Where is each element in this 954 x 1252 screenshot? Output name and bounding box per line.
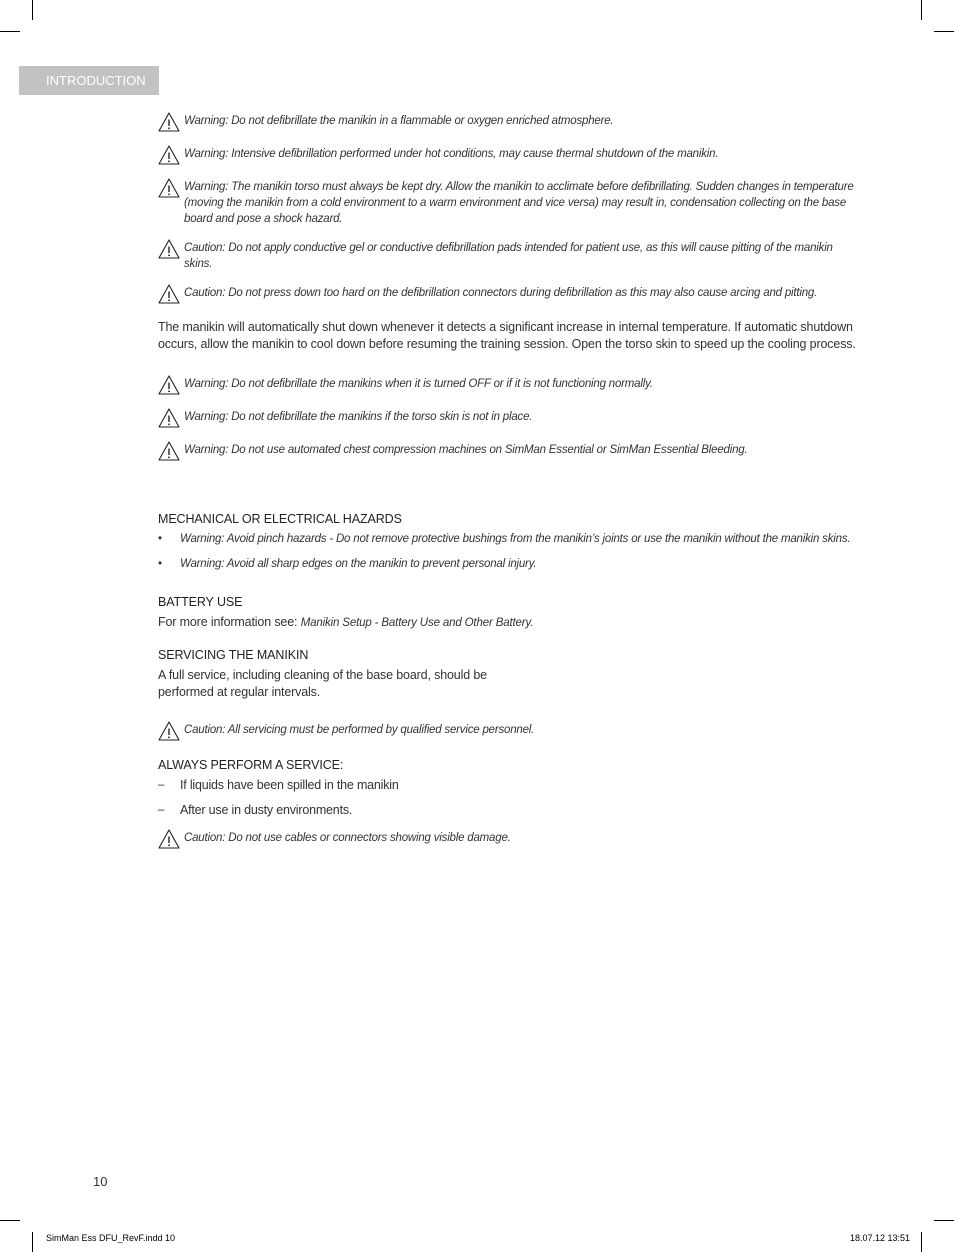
warning-triangle-icon (158, 144, 180, 166)
warning-item (158, 408, 858, 429)
warning-triangle-icon (158, 238, 180, 260)
warning-item (158, 829, 858, 850)
warning-triangle-icon (158, 111, 180, 133)
list-item (158, 802, 858, 819)
crop-mark (921, 1232, 922, 1252)
mechanical-item-2: Warning: Avoid all sharp edges on the manikin to prevent personal injury. (180, 558, 537, 570)
warning-item (158, 375, 858, 396)
warning-item (158, 721, 858, 742)
warning-triangle-icon (158, 283, 180, 305)
servicing-heading: SERVICING THE MANIKIN (158, 648, 309, 662)
warning-item (158, 145, 858, 166)
battery-text-prefix: For more information see: (158, 615, 301, 629)
warning-triangle-icon (158, 374, 180, 396)
list-item (158, 531, 858, 548)
warnings-mid (158, 375, 858, 462)
crop-mark (0, 1220, 20, 1221)
mechanical-heading: MECHANICAL OR ELECTRICAL HAZARDS (158, 512, 402, 526)
warning-text: Caution: Do not apply conductive gel or conductive defibrillation pads intended for patient use, as this will cause pitting of the manikin skins. (184, 242, 833, 270)
warning-text: Warning: The manikin torso must always be kept dry. Allow the manikin to acclimate before defibrillating. Sudden changes in temperature (moving the manikin from a cold environment to a warm environment and vice versa) may result in, condensation collecting on the base board and pose a shock hazard. (184, 181, 854, 225)
warning-triangle-icon (158, 720, 180, 742)
warning-triangle-icon (158, 407, 180, 429)
list-item (158, 556, 858, 573)
crop-mark (921, 0, 922, 20)
warnings-top (158, 112, 858, 305)
warning-item (158, 441, 858, 462)
warning-text: Warning: Do not defibrillate the manikins when it is turned OFF or if it is not functioning normally. (184, 378, 653, 390)
warning-text: Warning: Do not use automated chest compression machines on SimMan Essential or SimMan Essential Bleeding. (184, 444, 748, 456)
crop-mark (934, 1220, 954, 1221)
list-item (158, 777, 858, 794)
servicing-text-line1: A full service, including cleaning of the base board, should be (158, 668, 487, 682)
battery-text-reference: Manikin Setup - Battery Use and Other Battery. (300, 617, 534, 629)
warning-item (158, 112, 858, 133)
warning-item (158, 178, 858, 227)
shutdown-paragraph: The manikin will automatically shut down whenever it detects a significant increase in internal temperature. If automatic shutdown occurs, allow the manikin to cool down before resuming the training session. Open the torso skin to speed up the cooling process. (158, 320, 856, 351)
mechanical-item-1: Warning: Avoid pinch hazards - Do not remove protective bushings from the manikin’s joints or use the manikin without the manikin skins. (180, 533, 851, 545)
crop-mark (0, 31, 20, 32)
bullet-marker: • (158, 533, 163, 545)
warning-item (158, 239, 858, 272)
warning-text: Warning: Intensive defibrillation performed under hot conditions, may cause thermal shutdown of the manikin. (184, 148, 719, 160)
servicing-text-line2: performed at regular intervals. (158, 685, 321, 699)
footer-date-info: 18.07.12 13:51 (850, 1233, 911, 1243)
warning-item (158, 284, 858, 305)
servicing-caution: Caution: All servicing must be performed by qualified service personnel. (184, 724, 535, 736)
crop-mark (32, 1232, 33, 1252)
dash-marker: – (158, 804, 165, 816)
warning-triangle-icon (158, 440, 180, 462)
crop-mark (32, 0, 33, 20)
always-item-2: After use in dusty environments. (180, 803, 353, 817)
page-content (158, 112, 858, 862)
section-tab: INTRODUCTION (19, 66, 159, 95)
warning-text: Warning: Do not defibrillate the manikin in a flammable or oxygen enriched atmosphere. (184, 115, 614, 127)
always-caution: Caution: Do not use cables or connectors showing visible damage. (184, 832, 511, 844)
crop-mark (934, 31, 954, 32)
always-heading: ALWAYS PERFORM A SERVICE: (158, 758, 344, 772)
warning-triangle-icon (158, 177, 180, 199)
bullet-marker: • (158, 558, 163, 570)
warning-text: Warning: Do not defibrillate the manikins if the torso skin is not in place. (184, 411, 533, 423)
battery-text (158, 614, 858, 632)
page-number: 10 (93, 1174, 108, 1189)
dash-marker: – (158, 779, 165, 791)
always-item-1: If liquids have been spilled in the manikin (180, 778, 399, 792)
warning-triangle-icon (158, 828, 180, 850)
warning-text: Caution: Do not press down too hard on the defibrillation connectors during defibrillation as this may also cause arcing and pitting. (184, 287, 818, 299)
battery-heading: BATTERY USE (158, 595, 243, 609)
footer-file-info: SimMan Ess DFU_RevF.indd 10 (46, 1233, 176, 1243)
